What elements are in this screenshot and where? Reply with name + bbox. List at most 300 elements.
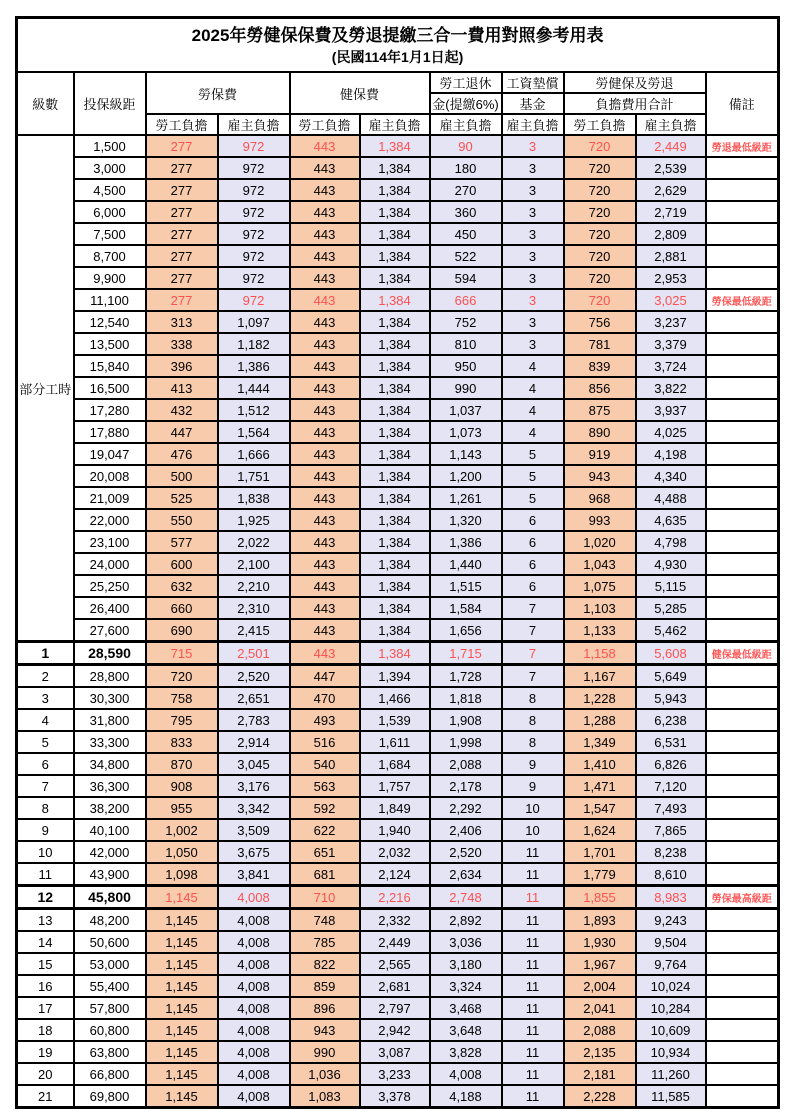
cell-total-employer: 2,539 <box>636 157 706 179</box>
cell-labor-employee: 632 <box>146 575 218 597</box>
cell-fund-employer: 4 <box>502 421 564 443</box>
cell-note <box>706 1063 779 1085</box>
cell-labor-employer: 1,444 <box>218 377 290 399</box>
cell-salary: 57,800 <box>74 997 146 1019</box>
cell-health-employee: 990 <box>290 1041 360 1063</box>
cell-pension-employer: 2,178 <box>430 775 502 797</box>
cell-labor-employee: 690 <box>146 619 218 642</box>
cell-labor-employee: 277 <box>146 157 218 179</box>
cell-fund-employer: 9 <box>502 775 564 797</box>
cell-salary: 20,008 <box>74 465 146 487</box>
cell-total-employer: 9,504 <box>636 931 706 953</box>
cell-pension-employer: 990 <box>430 377 502 399</box>
cell-health-employee: 563 <box>290 775 360 797</box>
cell-labor-employee: 1,050 <box>146 841 218 863</box>
cell-labor-employee: 277 <box>146 245 218 267</box>
cell-total-employee: 720 <box>564 289 636 311</box>
cell-fund-employer: 4 <box>502 399 564 421</box>
col-header-health-fee: 健保費 <box>290 72 430 114</box>
col-header-pension-line1: 勞工退休 <box>430 72 502 93</box>
cell-total-employer: 6,531 <box>636 731 706 753</box>
cell-note <box>706 997 779 1019</box>
cell-health-employee: 443 <box>290 509 360 531</box>
cell-pension-employer: 522 <box>430 245 502 267</box>
table-row <box>17 245 779 267</box>
table-row <box>17 775 779 797</box>
cell-level: 13 <box>17 909 74 932</box>
cell-labor-employer: 2,651 <box>218 687 290 709</box>
cell-note <box>706 1085 779 1108</box>
table-row <box>17 687 779 709</box>
cell-health-employer: 1,384 <box>360 399 430 421</box>
cell-pension-employer: 4,188 <box>430 1085 502 1108</box>
cell-labor-employee: 277 <box>146 267 218 289</box>
cell-total-employee: 1,624 <box>564 819 636 841</box>
cell-total-employee: 2,181 <box>564 1063 636 1085</box>
cell-total-employee: 720 <box>564 157 636 179</box>
cell-salary: 33,300 <box>74 731 146 753</box>
cell-labor-employee: 833 <box>146 731 218 753</box>
col-header-note: 備註 <box>706 72 779 135</box>
cell-total-employer: 5,115 <box>636 575 706 597</box>
table-row <box>17 531 779 553</box>
cell-total-employee: 875 <box>564 399 636 421</box>
page-subtitle: (民國114年1月1日起) <box>331 48 464 65</box>
cell-health-employee: 443 <box>290 443 360 465</box>
cell-total-employee: 1,043 <box>564 553 636 575</box>
cell-total-employee: 1,967 <box>564 953 636 975</box>
cell-labor-employer: 972 <box>218 267 290 289</box>
subheader-health-employee: 勞工負擔 <box>290 114 360 135</box>
cell-total-employer: 2,719 <box>636 201 706 223</box>
cell-labor-employer: 1,751 <box>218 465 290 487</box>
table-row <box>17 223 779 245</box>
cell-note <box>706 223 779 245</box>
cell-health-employee: 443 <box>290 245 360 267</box>
cell-health-employee: 1,036 <box>290 1063 360 1085</box>
cell-fund-employer: 11 <box>502 841 564 863</box>
cell-salary: 28,800 <box>74 665 146 688</box>
cell-pension-employer: 2,088 <box>430 753 502 775</box>
cell-labor-employee: 550 <box>146 509 218 531</box>
cell-health-employer: 1,757 <box>360 775 430 797</box>
cell-total-employer: 5,649 <box>636 665 706 688</box>
cell-pension-employer: 1,073 <box>430 421 502 443</box>
table-row <box>17 709 779 731</box>
cell-labor-employee: 1,145 <box>146 1085 218 1108</box>
subheader-fund-employer: 雇主負擔 <box>502 114 564 135</box>
cell-health-employee: 443 <box>290 553 360 575</box>
cell-health-employer: 3,233 <box>360 1063 430 1085</box>
cell-salary: 17,280 <box>74 399 146 421</box>
cell-fund-employer: 10 <box>502 797 564 819</box>
cell-note <box>706 421 779 443</box>
cell-salary: 60,800 <box>74 1019 146 1041</box>
cell-total-employer: 10,284 <box>636 997 706 1019</box>
cell-fund-employer: 11 <box>502 1041 564 1063</box>
table-row <box>17 753 779 775</box>
cell-total-employer: 5,285 <box>636 597 706 619</box>
subheader-health-employer: 雇主負擔 <box>360 114 430 135</box>
cell-pension-employer: 3,828 <box>430 1041 502 1063</box>
table-row <box>17 179 779 201</box>
cell-total-employee: 2,088 <box>564 1019 636 1041</box>
cell-salary: 11,100 <box>74 289 146 311</box>
cell-labor-employer: 3,342 <box>218 797 290 819</box>
cell-fund-employer: 3 <box>502 201 564 223</box>
cell-salary: 1,500 <box>74 135 146 157</box>
cell-labor-employee: 338 <box>146 333 218 355</box>
cell-labor-employee: 908 <box>146 775 218 797</box>
cell-total-employee: 1,228 <box>564 687 636 709</box>
cell-total-employee: 720 <box>564 135 636 157</box>
cell-health-employer: 1,384 <box>360 245 430 267</box>
cell-pension-employer: 2,892 <box>430 909 502 932</box>
cell-note <box>706 731 779 753</box>
cell-labor-employee: 432 <box>146 399 218 421</box>
cell-health-employee: 443 <box>290 421 360 443</box>
cell-labor-employer: 2,501 <box>218 642 290 665</box>
cell-level: 17 <box>17 997 74 1019</box>
table-row <box>17 443 779 465</box>
cell-pension-employer: 1,908 <box>430 709 502 731</box>
cell-fund-employer: 5 <box>502 465 564 487</box>
cell-pension-employer: 1,656 <box>430 619 502 642</box>
cell-health-employee: 443 <box>290 135 360 157</box>
cell-health-employer: 2,124 <box>360 863 430 886</box>
cell-total-employer: 4,798 <box>636 531 706 553</box>
cell-fund-employer: 8 <box>502 687 564 709</box>
cell-pension-employer: 3,468 <box>430 997 502 1019</box>
cell-fund-employer: 3 <box>502 245 564 267</box>
cell-total-employer: 6,238 <box>636 709 706 731</box>
cell-health-employee: 443 <box>290 531 360 553</box>
cell-salary: 25,250 <box>74 575 146 597</box>
table-row <box>17 731 779 753</box>
cell-note <box>706 975 779 997</box>
cell-health-employer: 1,384 <box>360 377 430 399</box>
cell-labor-employer: 4,008 <box>218 975 290 997</box>
cell-health-employer: 1,394 <box>360 665 430 688</box>
cell-health-employee: 651 <box>290 841 360 863</box>
cell-note <box>706 179 779 201</box>
cell-health-employee: 592 <box>290 797 360 819</box>
cell-health-employee: 447 <box>290 665 360 688</box>
page-title: 2025年勞健保保費及勞退提繳三合一費用對照參考用表 <box>191 26 604 46</box>
cell-total-employer: 11,260 <box>636 1063 706 1085</box>
cell-health-employee: 443 <box>290 575 360 597</box>
col-header-level: 級數 <box>17 72 74 135</box>
cell-labor-employee: 1,145 <box>146 975 218 997</box>
cell-labor-employer: 2,520 <box>218 665 290 688</box>
cell-fund-employer: 11 <box>502 886 564 909</box>
cell-pension-employer: 1,320 <box>430 509 502 531</box>
cell-health-employer: 1,849 <box>360 797 430 819</box>
cell-health-employer: 1,384 <box>360 597 430 619</box>
cell-note <box>706 597 779 619</box>
cell-level: 7 <box>17 775 74 797</box>
cell-note <box>706 333 779 355</box>
cell-total-employer: 3,724 <box>636 355 706 377</box>
cell-labor-employer: 4,008 <box>218 997 290 1019</box>
cell-level: 3 <box>17 687 74 709</box>
cell-labor-employee: 447 <box>146 421 218 443</box>
cell-health-employee: 540 <box>290 753 360 775</box>
table-row <box>17 575 779 597</box>
table-row <box>17 399 779 421</box>
cell-labor-employer: 2,914 <box>218 731 290 753</box>
cell-note <box>706 355 779 377</box>
cell-salary: 48,200 <box>74 909 146 932</box>
cell-salary: 22,000 <box>74 509 146 531</box>
cell-total-employer: 2,881 <box>636 245 706 267</box>
cell-fund-employer: 11 <box>502 931 564 953</box>
cell-health-employer: 2,216 <box>360 886 430 909</box>
table-row <box>17 311 779 333</box>
cell-labor-employer: 4,008 <box>218 886 290 909</box>
table-row <box>17 333 779 355</box>
cell-labor-employer: 3,675 <box>218 841 290 863</box>
cell-note <box>706 487 779 509</box>
cell-labor-employer: 3,841 <box>218 863 290 886</box>
cell-salary: 27,600 <box>74 619 146 642</box>
cell-total-employer: 4,025 <box>636 421 706 443</box>
cell-pension-employer: 180 <box>430 157 502 179</box>
cell-total-employer: 2,629 <box>636 179 706 201</box>
cell-total-employer: 7,120 <box>636 775 706 797</box>
cell-labor-employer: 2,783 <box>218 709 290 731</box>
cell-fund-employer: 10 <box>502 819 564 841</box>
cell-labor-employee: 715 <box>146 642 218 665</box>
table-row <box>17 953 779 975</box>
table-row <box>17 377 779 399</box>
cell-salary: 17,880 <box>74 421 146 443</box>
cell-fund-employer: 3 <box>502 311 564 333</box>
cell-fund-employer: 11 <box>502 953 564 975</box>
cell-salary: 7,500 <box>74 223 146 245</box>
cell-labor-employer: 3,045 <box>218 753 290 775</box>
cell-health-employee: 443 <box>290 619 360 642</box>
cell-health-employer: 1,940 <box>360 819 430 841</box>
cell-labor-employee: 413 <box>146 377 218 399</box>
cell-note <box>706 267 779 289</box>
table-body <box>17 135 779 1108</box>
cell-pension-employer: 1,143 <box>430 443 502 465</box>
cell-note <box>706 553 779 575</box>
table-row <box>17 886 779 909</box>
cell-labor-employee: 600 <box>146 553 218 575</box>
cell-total-employer: 3,379 <box>636 333 706 355</box>
cell-salary: 30,300 <box>74 687 146 709</box>
cell-labor-employee: 1,145 <box>146 1063 218 1085</box>
cell-labor-employee: 660 <box>146 597 218 619</box>
table-row <box>17 1085 779 1108</box>
cell-total-employer: 3,822 <box>636 377 706 399</box>
table-row <box>17 997 779 1019</box>
cell-note <box>706 909 779 932</box>
cell-note: 健保最低級距 <box>706 642 779 665</box>
cell-labor-employer: 1,925 <box>218 509 290 531</box>
table-row <box>17 553 779 575</box>
cell-health-employee: 896 <box>290 997 360 1019</box>
premium-reference-table <box>15 16 780 1109</box>
cell-pension-employer: 1,440 <box>430 553 502 575</box>
cell-labor-employee: 1,002 <box>146 819 218 841</box>
cell-total-employee: 919 <box>564 443 636 465</box>
cell-total-employee: 839 <box>564 355 636 377</box>
cell-total-employee: 2,135 <box>564 1041 636 1063</box>
cell-level: 8 <box>17 797 74 819</box>
table-row <box>17 975 779 997</box>
cell-health-employee: 443 <box>290 201 360 223</box>
cell-total-employer: 11,585 <box>636 1085 706 1108</box>
cell-note <box>706 509 779 531</box>
cell-salary: 50,600 <box>74 931 146 953</box>
cell-total-employee: 2,004 <box>564 975 636 997</box>
cell-total-employer: 10,024 <box>636 975 706 997</box>
cell-total-employee: 1,547 <box>564 797 636 819</box>
cell-pension-employer: 1,515 <box>430 575 502 597</box>
cell-fund-employer: 9 <box>502 753 564 775</box>
cell-total-employer: 10,934 <box>636 1041 706 1063</box>
cell-health-employer: 1,539 <box>360 709 430 731</box>
cell-fund-employer: 3 <box>502 333 564 355</box>
subheader-labor-employee: 勞工負擔 <box>146 114 218 135</box>
cell-note <box>706 841 779 863</box>
cell-health-employee: 443 <box>290 465 360 487</box>
cell-pension-employer: 4,008 <box>430 1063 502 1085</box>
cell-health-employee: 443 <box>290 487 360 509</box>
cell-note <box>706 575 779 597</box>
table-row <box>17 267 779 289</box>
cell-note <box>706 531 779 553</box>
cell-fund-employer: 3 <box>502 157 564 179</box>
cell-health-employer: 1,384 <box>360 642 430 665</box>
cell-salary: 8,700 <box>74 245 146 267</box>
cell-total-employer: 8,238 <box>636 841 706 863</box>
cell-health-employee: 443 <box>290 311 360 333</box>
table-row <box>17 157 779 179</box>
cell-note <box>706 465 779 487</box>
table-row <box>17 909 779 932</box>
cell-total-employee: 1,103 <box>564 597 636 619</box>
cell-health-employee: 681 <box>290 863 360 886</box>
cell-health-employer: 1,384 <box>360 311 430 333</box>
cell-labor-employer: 972 <box>218 201 290 223</box>
table-row <box>17 841 779 863</box>
cell-labor-employee: 476 <box>146 443 218 465</box>
table-row <box>17 355 779 377</box>
cell-total-employee: 1,288 <box>564 709 636 731</box>
cell-pension-employer: 1,037 <box>430 399 502 421</box>
cell-total-employer: 9,243 <box>636 909 706 932</box>
cell-salary: 66,800 <box>74 1063 146 1085</box>
cell-total-employer: 2,809 <box>636 223 706 245</box>
cell-labor-employer: 2,022 <box>218 531 290 553</box>
table-row <box>17 665 779 688</box>
cell-total-employer: 4,198 <box>636 443 706 465</box>
table-title-cell <box>17 18 779 73</box>
cell-health-employer: 1,384 <box>360 289 430 311</box>
cell-note <box>706 819 779 841</box>
cell-note: 勞保最高級距 <box>706 886 779 909</box>
cell-labor-employer: 972 <box>218 289 290 311</box>
col-header-pension-line2: 金(提繳6%) <box>430 93 502 114</box>
cell-level: 14 <box>17 931 74 953</box>
cell-pension-employer: 1,584 <box>430 597 502 619</box>
cell-total-employee: 1,855 <box>564 886 636 909</box>
cell-note <box>706 245 779 267</box>
cell-fund-employer: 6 <box>502 553 564 575</box>
cell-note <box>706 931 779 953</box>
cell-note <box>706 1019 779 1041</box>
col-header-total-line2: 負擔費用合計 <box>564 93 706 114</box>
cell-salary: 55,400 <box>74 975 146 997</box>
cell-salary: 34,800 <box>74 753 146 775</box>
cell-labor-employee: 795 <box>146 709 218 731</box>
cell-note <box>706 775 779 797</box>
cell-note <box>706 953 779 975</box>
cell-total-employer: 2,953 <box>636 267 706 289</box>
table-row <box>17 797 779 819</box>
cell-total-employee: 720 <box>564 179 636 201</box>
table-row <box>17 642 779 665</box>
cell-labor-employer: 1,097 <box>218 311 290 333</box>
cell-labor-employee: 277 <box>146 135 218 157</box>
cell-fund-employer: 6 <box>502 531 564 553</box>
cell-note <box>706 311 779 333</box>
cell-health-employee: 785 <box>290 931 360 953</box>
cell-health-employer: 2,032 <box>360 841 430 863</box>
cell-fund-employer: 11 <box>502 975 564 997</box>
cell-salary: 23,100 <box>74 531 146 553</box>
col-header-fund-line1: 工資墊償 <box>502 72 564 93</box>
cell-pension-employer: 2,520 <box>430 841 502 863</box>
cell-pension-employer: 1,998 <box>430 731 502 753</box>
cell-total-employer: 4,635 <box>636 509 706 531</box>
table-row <box>17 819 779 841</box>
cell-fund-employer: 5 <box>502 487 564 509</box>
cell-fund-employer: 7 <box>502 597 564 619</box>
cell-total-employee: 968 <box>564 487 636 509</box>
cell-note <box>706 709 779 731</box>
cell-labor-employer: 1,512 <box>218 399 290 421</box>
cell-health-employee: 516 <box>290 731 360 753</box>
cell-labor-employer: 972 <box>218 157 290 179</box>
table-row <box>17 487 779 509</box>
cell-fund-employer: 11 <box>502 1063 564 1085</box>
cell-labor-employer: 4,008 <box>218 953 290 975</box>
cell-note <box>706 157 779 179</box>
cell-total-employee: 781 <box>564 333 636 355</box>
cell-salary: 9,900 <box>74 267 146 289</box>
cell-health-employee: 748 <box>290 909 360 932</box>
cell-labor-employee: 525 <box>146 487 218 509</box>
cell-fund-employer: 3 <box>502 223 564 245</box>
cell-total-employee: 1,020 <box>564 531 636 553</box>
cell-pension-employer: 752 <box>430 311 502 333</box>
subheader-labor-employer: 雇主負擔 <box>218 114 290 135</box>
table-row <box>17 201 779 223</box>
cell-salary: 63,800 <box>74 1041 146 1063</box>
cell-fund-employer: 11 <box>502 909 564 932</box>
cell-total-employee: 943 <box>564 465 636 487</box>
cell-pension-employer: 90 <box>430 135 502 157</box>
cell-pension-employer: 2,292 <box>430 797 502 819</box>
cell-labor-employee: 758 <box>146 687 218 709</box>
cell-pension-employer: 3,324 <box>430 975 502 997</box>
cell-labor-employer: 972 <box>218 223 290 245</box>
